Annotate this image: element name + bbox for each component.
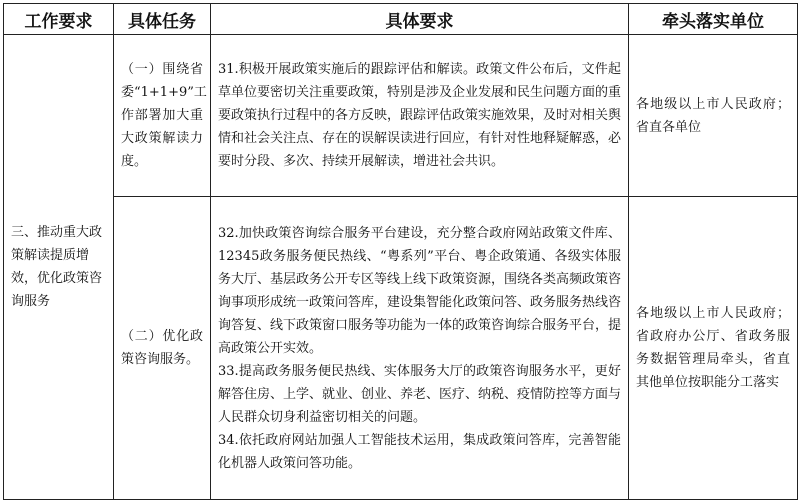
work-requirement-cell: 三、推动重大政策解读提质增效，优化政策咨询服务 xyxy=(4,35,114,500)
header-work-requirement: 工作要求 xyxy=(4,4,114,35)
requirement-item: 32.加快政策咨询综合服务平台建设，充分整合政府网站政策文件库、12345政务服务便民热线、“粤系列”平台、粤企政策通、各级实体服务大厅、基层政务公开专区等线上线下政策资源，围绕各类高频政策咨询事项形成统一政策问答库，建设集智能化政策问答、政务服务热线咨询答复、线下政策窗口服务等功能为一体的政策咨询综合服务平台，提高政策公开实效。 xyxy=(218,225,622,356)
requirement-item: 34.依托政府网站加强人工智能技术运用，集成政策问答库，完善智能化机器人政策问答功能。 xyxy=(218,432,621,471)
requirement-item: 33.提高政务服务便民热线、实体服务大厅的政策咨询服务水平，更好解答住房、上学、就业、创业、养老、医疗、纳税、疫情防控等方面与人民群众切身利益密切相关的问题。 xyxy=(218,363,622,425)
task-cell: （二）优化政策咨询服务。 xyxy=(114,197,211,500)
requirement-item: 31.积极开展政策实施后的跟踪评估和解读。政策文件公布后，文件起草单位要密切关注重要政策，特别是涉及企业发展和民生问题方面的重要政策执行过程中的各方反映，跟踪评估政策实施效果，及时对相关舆情和社会关注点、存在的误解误读进行回应，有针对性地释疑解惑，必要时分段、多次、持续开展解读，增进社会共识。 xyxy=(218,62,622,169)
table-row xyxy=(4,197,798,500)
policy-task-table xyxy=(3,3,798,500)
requirement-cell xyxy=(211,35,629,197)
table-header-row xyxy=(4,4,798,35)
lead-unit-cell: 各地级以上市人民政府；省政府办公厅、省政务服务数据管理局牵头，省直其他单位按职能分工落实 xyxy=(629,197,798,500)
lead-unit-cell: 各地级以上市人民政府；省直各单位 xyxy=(629,35,798,197)
header-lead-unit: 牵头落实单位 xyxy=(629,4,798,35)
header-specific-task: 具体任务 xyxy=(114,4,211,35)
header-specific-requirement: 具体要求 xyxy=(211,4,629,35)
table-row xyxy=(4,35,798,197)
task-cell: （一）围绕省委“1+1+9”工作部署加大重大政策解读力度。 xyxy=(114,35,211,197)
requirement-cell xyxy=(211,197,629,500)
